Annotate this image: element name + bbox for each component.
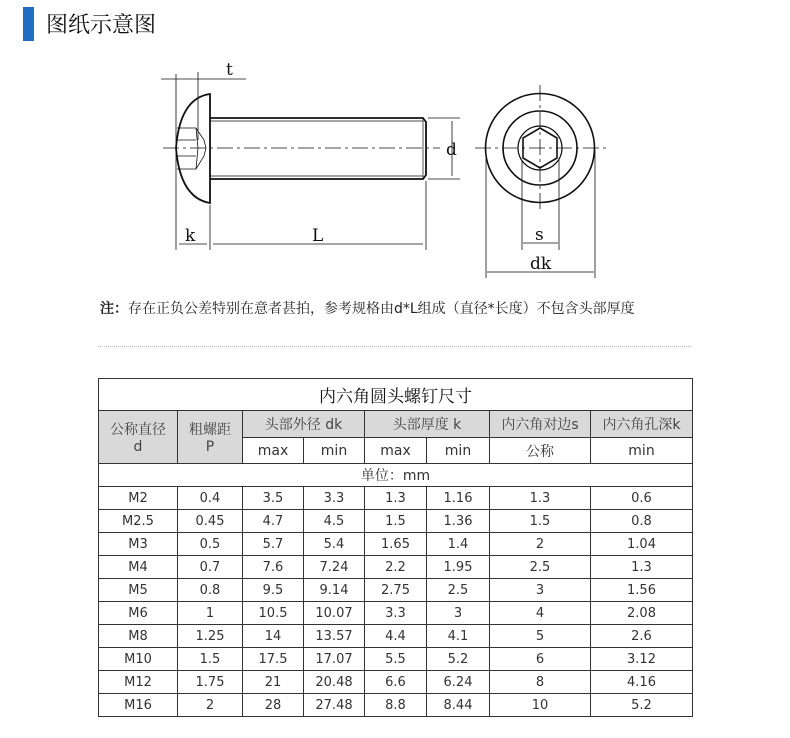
screw-shank [210, 118, 426, 179]
table-cell: M5 [99, 579, 178, 602]
table-cell: 3 [427, 602, 490, 625]
label-L: L [312, 226, 324, 246]
table-cell: 2.6 [591, 625, 693, 648]
table-cell: 1.5 [490, 510, 591, 533]
table-cell: 9.14 [304, 579, 365, 602]
table-cell: 5 [490, 625, 591, 648]
table-row [99, 671, 693, 694]
label-t: t [226, 60, 233, 80]
table-cell: 0.4 [178, 487, 243, 510]
table-cell: 1.3 [365, 487, 427, 510]
table-cell: 17.07 [304, 648, 365, 671]
subheader: max [243, 438, 304, 464]
table-row [99, 533, 693, 556]
table-cell: 14 [243, 625, 304, 648]
label-s: s [535, 225, 544, 245]
table-cell: 5.7 [243, 533, 304, 556]
table-cell: 4.1 [427, 625, 490, 648]
table-cell: 1.5 [365, 510, 427, 533]
table-cell: M16 [99, 694, 178, 717]
table-cell: M10 [99, 648, 178, 671]
table-cell: 2 [490, 533, 591, 556]
table-row [99, 579, 693, 602]
table-cell: 0.45 [178, 510, 243, 533]
table-row [99, 510, 693, 533]
header-dk: 头部外径 dk [243, 411, 365, 438]
header-s: 内六角对边s [490, 411, 591, 438]
table-cell: 1.25 [178, 625, 243, 648]
subheader: min [427, 438, 490, 464]
table-cell: 9.5 [243, 579, 304, 602]
note-text: 存在正负公差特别在意者甚拍，参考规格由d*L组成（直径*长度）不包含头部厚度 [128, 301, 635, 317]
table-row [99, 648, 693, 671]
table-cell: 8 [490, 671, 591, 694]
table-cell: 1.3 [490, 487, 591, 510]
table-cell: 2.08 [591, 602, 693, 625]
table-cell: M6 [99, 602, 178, 625]
table-cell: 2.2 [365, 556, 427, 579]
table-cell: 2.5 [490, 556, 591, 579]
label-dk: dk [530, 254, 552, 274]
table-row [99, 625, 693, 648]
table-cell: 4.4 [365, 625, 427, 648]
section-title: 图纸示意图 [46, 13, 157, 38]
table-cell: 2.75 [365, 579, 427, 602]
label-k: k [185, 226, 196, 246]
table-cell: 1.16 [427, 487, 490, 510]
table-cell: 7.6 [243, 556, 304, 579]
table-cell: 17.5 [243, 648, 304, 671]
table-cell: 0.8 [178, 579, 243, 602]
table-cell: 1.65 [365, 533, 427, 556]
table-cell: 1.4 [427, 533, 490, 556]
table-cell: 10 [490, 694, 591, 717]
table-cell: M4 [99, 556, 178, 579]
table-cell: 6 [490, 648, 591, 671]
table-cell: 1.36 [427, 510, 490, 533]
table-cell: 4 [490, 602, 591, 625]
table-cell: M2 [99, 487, 178, 510]
table-cell: 0.6 [591, 487, 693, 510]
table-cell: M2.5 [99, 510, 178, 533]
table-cell: M8 [99, 625, 178, 648]
table-cell: 0.8 [591, 510, 693, 533]
screw-head [176, 94, 210, 203]
table-row [99, 694, 693, 717]
table-cell: 27.48 [304, 694, 365, 717]
table-cell: 4.16 [591, 671, 693, 694]
table-cell: 1 [178, 602, 243, 625]
table-cell: 3.12 [591, 648, 693, 671]
table-cell: 5.2 [591, 694, 693, 717]
table-row [99, 602, 693, 625]
table-cell: 2 [178, 694, 243, 717]
table-cell: 0.7 [178, 556, 243, 579]
table-cell: M3 [99, 533, 178, 556]
table-cell: 5.2 [427, 648, 490, 671]
table-cell: 5.4 [304, 533, 365, 556]
table-cell: 1.5 [178, 648, 243, 671]
note [100, 298, 635, 318]
unit-row: 单位：mm [99, 464, 693, 487]
divider [98, 346, 691, 347]
table-cell: 1.95 [427, 556, 490, 579]
table-cell: 28 [243, 694, 304, 717]
screw-diagram [0, 0, 790, 300]
hex-socket-side [177, 128, 206, 169]
subheader: max [365, 438, 427, 464]
table-row [99, 487, 693, 510]
table-cell: 13.57 [304, 625, 365, 648]
subheader: 公称 [490, 438, 591, 464]
table-cell: 3.5 [243, 487, 304, 510]
table-cell: 3 [490, 579, 591, 602]
table-cell: 5.5 [365, 648, 427, 671]
header-nominal-diameter: 公称直径 d [99, 411, 178, 464]
table-cell: 1.56 [591, 579, 693, 602]
table-cell: 10.07 [304, 602, 365, 625]
table-cell: 1.3 [591, 556, 693, 579]
table-title: 内六角圆头螺钉尺寸 [99, 379, 693, 411]
table-cell: 3.3 [304, 487, 365, 510]
table-cell: 21 [243, 671, 304, 694]
table-cell: 10.5 [243, 602, 304, 625]
table-cell: 4.7 [243, 510, 304, 533]
table-cell: 1.75 [178, 671, 243, 694]
note-label: 注： [100, 301, 128, 317]
table-cell: 6.24 [427, 671, 490, 694]
table-cell: 20.48 [304, 671, 365, 694]
label-d: d [446, 140, 457, 160]
table-cell: 6.6 [365, 671, 427, 694]
header-k: 头部厚度 k [365, 411, 490, 438]
table-cell: 8.8 [365, 694, 427, 717]
spec-table [98, 378, 693, 717]
table-cell: M12 [99, 671, 178, 694]
subheader: min [591, 438, 693, 464]
table-cell: 8.44 [427, 694, 490, 717]
table-cell: 2.5 [427, 579, 490, 602]
header-t: 内六角孔深k [591, 411, 693, 438]
header-pitch: 粗螺距 P [178, 411, 243, 464]
subheader: min [304, 438, 365, 464]
table-cell: 0.5 [178, 533, 243, 556]
table-cell: 7.24 [304, 556, 365, 579]
table-cell: 4.5 [304, 510, 365, 533]
table-row [99, 556, 693, 579]
table-cell: 3.3 [365, 602, 427, 625]
table-cell: 1.04 [591, 533, 693, 556]
